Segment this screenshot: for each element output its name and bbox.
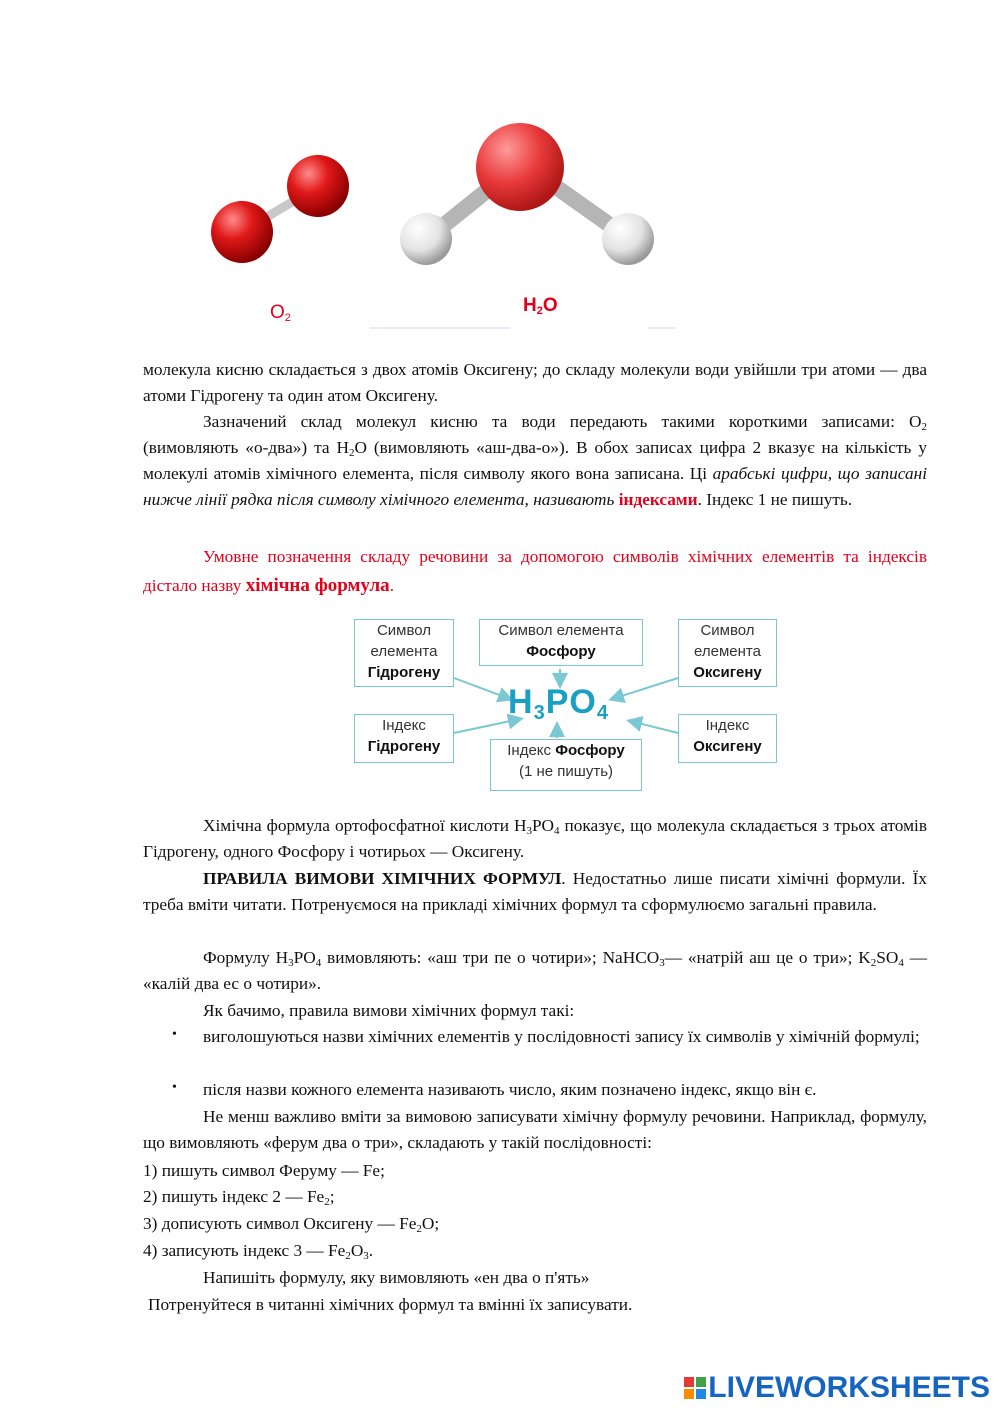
step-2: 2) пишуть індекс 2 — $Fe_2$; — [143, 1187, 335, 1208]
list-item: виголошуються назви хімічних елементів у послідовності запису їх символів у хімічній формулі; — [203, 1027, 920, 1046]
step-1: 1) пишуть символ Феруму — Fe; — [143, 1161, 385, 1180]
box-oxygen-index: Індекс Оксигену — [678, 714, 777, 763]
formula-h3po4: $H_3PO_4$ — [508, 683, 609, 724]
paragraph-1: молекула кисню складається з двох атомів Оксигену; до складу молекули води увійшли три атоми — два атоми Гідрогену та один атом Оксигену. — [143, 360, 927, 405]
list-item: після назви кожного елемента називають число, яким позначено індекс, якщо він є. — [203, 1080, 817, 1099]
h2o-label: $H_2O$ — [523, 295, 558, 317]
o2-label: $O_2$ — [270, 302, 291, 324]
box-phosphorus-index: Індекс Фосфору (1 не пишуть) — [490, 739, 642, 791]
step-3: 3) дописують символ Оксигену — $Fe_2O$; — [143, 1214, 440, 1235]
hydrogen-atom — [400, 213, 452, 265]
logo-icon — [684, 1373, 706, 1395]
paragraph-2: Зазначений склад молекул кисню та води передають такими короткими записами: $O_2$ (вимовляють «о-два») та $H_2O$ (вимовляють «аш-два-о»). В обох записах цифра 2 вказує на кількість у молекулі атомів хімічного елемента, після символу якого вона записана. Ці арабські цифри, що записані нижче лінії рядка після символу хімічного елемента, називають індексами. Індекс 1 не пишуть. — [143, 412, 928, 509]
step-4: 4) записують індекс 3 — $Fe_2O_3$. — [143, 1241, 374, 1262]
box-hydrogen-index: Індекс Гідрогену — [354, 714, 454, 763]
paragraph-rules-heading: ПРАВИЛА ВИМОВИ ХІМІЧНИХ ФОРМУЛ. Недостатньо лише писати хімічні формули. Їх треба вміти читати. Потренуємося на прикладі хімічних формул та сформулюємо загальні правила. — [143, 869, 927, 914]
box-phosphorus-symbol: Символ елемента Фосфору — [479, 619, 643, 666]
oxygen-atom — [287, 155, 349, 217]
oxygen-atom — [211, 201, 273, 263]
task-prompt: Напишіть формулу, яку вимовляють «ен два о п'ять» — [203, 1268, 590, 1287]
hydrogen-atom — [602, 213, 654, 265]
paragraph-10: Потренуйтеся в читанні хімічних формул та вмінні їх записувати. — [148, 1295, 633, 1314]
box-hydrogen-symbol: Символ елемента Гідрогену — [354, 619, 454, 687]
oxygen-atom — [476, 123, 564, 211]
paragraph-8: Не менш важливо вміти за вимовою записувати хімічну формулу речовини. Наприклад, формулу, що вимовляють «ферум два о три», складають у такій послідовності: — [143, 1107, 927, 1152]
paragraph-6: Формулу $H_3PO_4$ вимовляють: «аш три пе о чотири»; NaHCO$_3$— «натрій аш це о три»; $K_2SO_4$ — «калій два ес о чотири». — [143, 948, 927, 993]
bullet-marker: • — [172, 1027, 177, 1042]
paragraph-4: Хімічна формула ортофосфатної кислоти $H_3PO_4$ показує, що молекула складається з трьох атомів Гідрогену, одного Фосфору і чотирьох — Оксигену. — [143, 816, 928, 861]
bullet-marker: • — [172, 1080, 177, 1095]
logo-text: LIVEWORKSHEETS — [708, 1371, 990, 1404]
paragraph-7: Як бачимо, правила вимови хімічних формул такі: — [203, 1001, 575, 1020]
formula-diagram — [350, 613, 782, 796]
box-oxygen-symbol: Символ елемента Оксигену — [678, 619, 777, 687]
liveworksheets-logo — [684, 1371, 990, 1405]
paragraph-definition: Умовне позначення складу речовини за допомогою символів хімічних елементів та індексів дістало назву хімічна формула. — [143, 547, 927, 596]
